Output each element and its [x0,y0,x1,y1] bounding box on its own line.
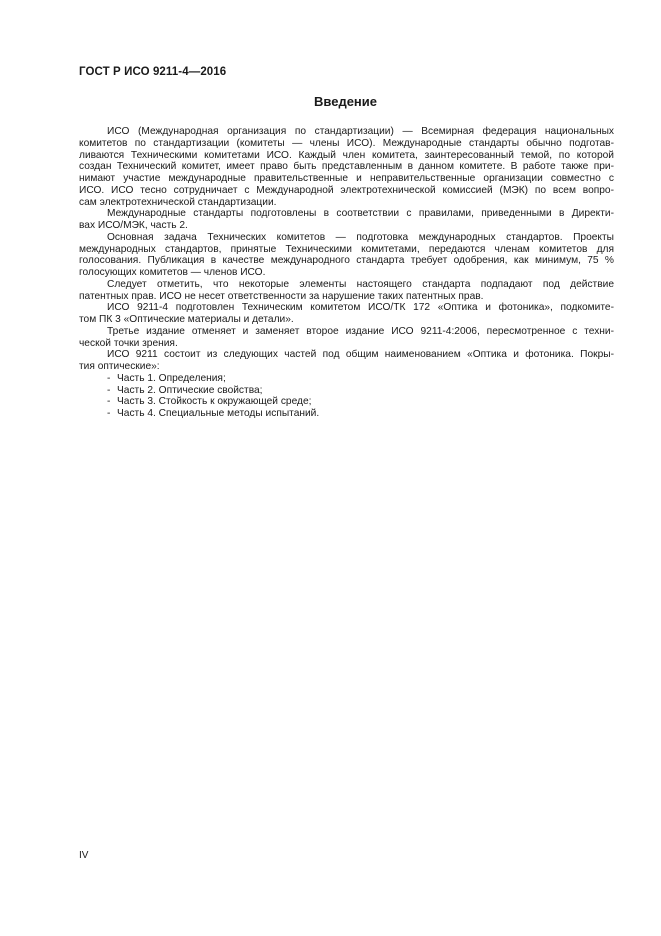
paragraph-patents [79,279,614,303]
text-line: Третье издание отменяет и заменяет второе издание ИСО 9211-4:2006, пересмотренное с техни- [107,325,614,337]
text-line: Следует отметить, что некоторые элементы настоящего стандарта подпадают под действие [107,278,614,290]
text-line: Основная задача Технических комитетов — подготовка международных стандартов. Проекты [107,231,614,243]
paragraph-edition [79,326,614,350]
document-header: ГОСТ Р ИСО 9211-4—2016 [79,66,227,78]
document-body [79,126,614,420]
text-line: ИСО 9211 состоит из следующих частей под общим наименованием «Оптика и фотоника. Покры- [107,349,614,361]
list-item [79,396,614,408]
text-line: ческой точки зрения. [79,337,178,349]
text-line: ливаются Техническими комитетами ИСО. Каждый член комитета, заинтересованный темой, по которой [79,149,614,161]
paragraph-main-task [79,232,614,279]
list-item-text: Часть 3. Стойкость к окружающей среде; [117,396,312,408]
text-line: вах ИСО/МЭК, часть 2. [79,220,188,231]
text-line: ИСО. ИСО тесно сотрудничает с Международной электротехнической комиссией (МЭК) по всем вопро- [79,184,614,196]
text-line: сам электротехнической стандартизации. [79,196,277,208]
list-item [79,373,614,385]
list-item-text: Часть 2. Оптические свойства; [117,384,263,396]
dash-bullet: - [107,384,111,396]
text-line: нимают участие международные правительственные и неправительственные организации совместно с [79,173,614,184]
text-line: тия оптические»: [79,361,160,372]
text-line: Международные стандарты подготовлены в соответствии с правилами, приведенными в Директи- [107,208,614,220]
text-line: создан Технический комитет, имеет право быть представленным в данном комитете. В работе также при- [79,161,614,173]
section-title: Введение [314,94,377,109]
dash-bullet: - [107,408,111,419]
paragraph-parts [79,349,614,373]
list-item [79,385,614,397]
text-line: голосования. Публикация в качестве международного стандарта требует одобрения, как минимум, 75 % [79,255,614,267]
dash-bullet: - [107,396,111,408]
text-line: ИСО 9211-4 подготовлен Техническим комитетом ИСО/ТК 172 «Оптика и фотоника», подкомите- [107,302,614,314]
paragraph-prepared-by [79,302,614,326]
list-item-text: Часть 4. Специальные методы испытаний. [117,408,320,419]
page-number: IV [79,850,89,861]
text-line: ИСО (Международная организация по стандартизации) — Всемирная федерация национальных [107,126,614,137]
list-item-text: Часть 1. Определения; [117,372,226,384]
text-line: международных стандартов, принятые Техническими комитетами, передаются членам комитетов для [79,243,614,255]
parts-list [79,373,614,420]
dash-bullet: - [107,372,111,384]
text-line: комитетов по стандартизации (комитеты — члены ИСО). Международные стандарты обычно подготав- [79,137,614,149]
paragraph-directives [79,208,614,232]
list-item [79,408,614,420]
text-line: том ПК 3 «Оптические материалы и детали». [79,314,294,325]
text-line: патентных прав. ИСО не несет ответственности за нарушение таких патентных прав. [79,290,484,302]
paragraph-iso-intro [79,126,614,208]
text-line: голосующих комитетов — членов ИСО. [79,267,266,278]
